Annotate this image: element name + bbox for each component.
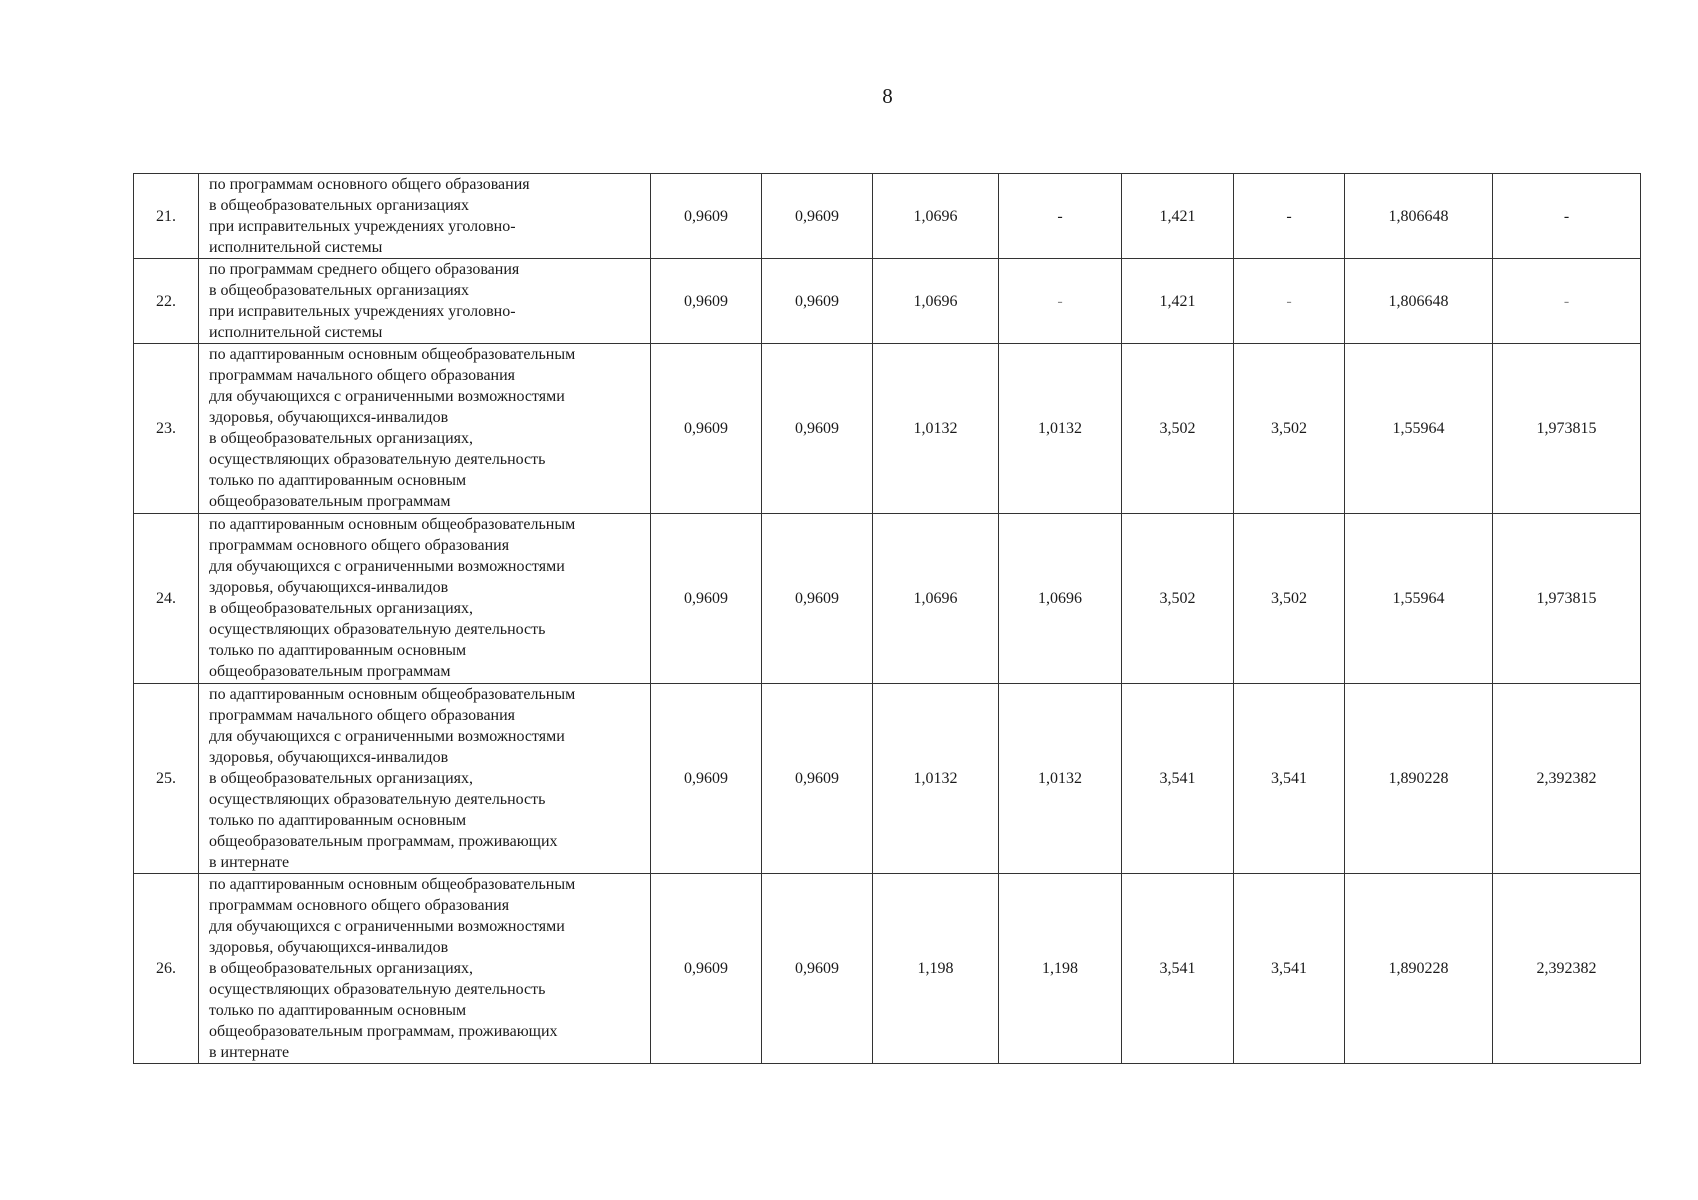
value-col-4: - — [999, 259, 1122, 344]
value-col-8: 1,973815 — [1493, 344, 1641, 514]
row-number: 21. — [134, 174, 199, 259]
value-col-1: 0,9609 — [651, 174, 762, 259]
row-number: 22. — [134, 259, 199, 344]
page-number: 8 — [882, 84, 893, 108]
value-col-2: 0,9609 — [762, 874, 873, 1064]
value-col-2: 0,9609 — [762, 514, 873, 684]
value-col-3: 1,0696 — [873, 174, 999, 259]
value-col-6: - — [1234, 259, 1345, 344]
value-col-2: 0,9609 — [762, 259, 873, 344]
value-col-7: 1,890228 — [1345, 684, 1493, 874]
row-description: по программам основного общего образования в общеобразовательных организациях при исправительных учреждениях уголовно- исполнительной системы — [199, 174, 651, 259]
row-description: по программам среднего общего образования в общеобразовательных организациях при исправительных учреждениях уголовно- исполнительной системы — [199, 259, 651, 344]
value-col-2: 0,9609 — [762, 684, 873, 874]
value-col-6: 3,541 — [1234, 684, 1345, 874]
table-row — [134, 259, 1641, 344]
value-col-6: - — [1234, 174, 1345, 259]
value-col-6: 3,541 — [1234, 874, 1345, 1064]
value-col-5: 3,502 — [1122, 514, 1234, 684]
value-col-8: 2,392382 — [1493, 874, 1641, 1064]
value-col-2: 0,9609 — [762, 174, 873, 259]
value-col-3: 1,0132 — [873, 684, 999, 874]
row-number: 23. — [134, 344, 199, 514]
value-col-3: 1,0132 — [873, 344, 999, 514]
value-col-1: 0,9609 — [651, 874, 762, 1064]
table-row — [134, 174, 1641, 259]
coefficients-table-wrapper — [133, 173, 1641, 1064]
row-description: по адаптированным основным общеобразовательным программам начального общего образования для обучающихся с ограниченными возможностями здоровья, обучающихся-инвалидов в общеобразовательных организациях, осуществляющих образовательную деятельность только по адаптированным основным общеобразовательным программам, проживающих в интернате — [199, 684, 651, 874]
value-col-1: 0,9609 — [651, 684, 762, 874]
row-number: 26. — [134, 874, 199, 1064]
value-col-7: 1,55964 — [1345, 514, 1493, 684]
row-number: 24. — [134, 514, 199, 684]
value-col-4: 1,198 — [999, 874, 1122, 1064]
value-col-4: 1,0696 — [999, 514, 1122, 684]
table-row — [134, 514, 1641, 684]
table-row — [134, 874, 1641, 1064]
value-col-8: 1,973815 — [1493, 514, 1641, 684]
value-col-5: 3,502 — [1122, 344, 1234, 514]
value-col-5: 1,421 — [1122, 259, 1234, 344]
value-col-5: 3,541 — [1122, 874, 1234, 1064]
value-col-6: 3,502 — [1234, 344, 1345, 514]
table-body — [134, 174, 1641, 1064]
value-col-7: 1,55964 — [1345, 344, 1493, 514]
value-col-2: 0,9609 — [762, 344, 873, 514]
value-col-1: 0,9609 — [651, 344, 762, 514]
row-description: по адаптированным основным общеобразовательным программам начального общего образования для обучающихся с ограниченными возможностями здоровья, обучающихся-инвалидов в общеобразовательных организациях, осуществляющих образовательную деятельность только по адаптированным основным общеобразовательным программам — [199, 344, 651, 514]
value-col-6: 3,502 — [1234, 514, 1345, 684]
coefficients-table — [133, 173, 1641, 1064]
value-col-3: 1,0696 — [873, 259, 999, 344]
value-col-5: 3,541 — [1122, 684, 1234, 874]
value-col-4: 1,0132 — [999, 344, 1122, 514]
table-row — [134, 344, 1641, 514]
value-col-1: 0,9609 — [651, 514, 762, 684]
value-col-7: 1,806648 — [1345, 174, 1493, 259]
value-col-4: - — [999, 174, 1122, 259]
value-col-7: 1,890228 — [1345, 874, 1493, 1064]
table-row — [134, 684, 1641, 874]
row-description: по адаптированным основным общеобразовательным программам основного общего образования для обучающихся с ограниченными возможностями здоровья, обучающихся-инвалидов в общеобразовательных организациях, осуществляющих образовательную деятельность только по адаптированным основным общеобразовательным программам, проживающих в интернате — [199, 874, 651, 1064]
value-col-3: 1,0696 — [873, 514, 999, 684]
value-col-4: 1,0132 — [999, 684, 1122, 874]
value-col-5: 1,421 — [1122, 174, 1234, 259]
value-col-1: 0,9609 — [651, 259, 762, 344]
row-description: по адаптированным основным общеобразовательным программам основного общего образования для обучающихся с ограниченными возможностями здоровья, обучающихся-инвалидов в общеобразовательных организациях, осуществляющих образовательную деятельность только по адаптированным основным общеобразовательным программам — [199, 514, 651, 684]
value-col-8: - — [1493, 174, 1641, 259]
row-number: 25. — [134, 684, 199, 874]
value-col-3: 1,198 — [873, 874, 999, 1064]
value-col-7: 1,806648 — [1345, 259, 1493, 344]
value-col-8: - — [1493, 259, 1641, 344]
value-col-8: 2,392382 — [1493, 684, 1641, 874]
